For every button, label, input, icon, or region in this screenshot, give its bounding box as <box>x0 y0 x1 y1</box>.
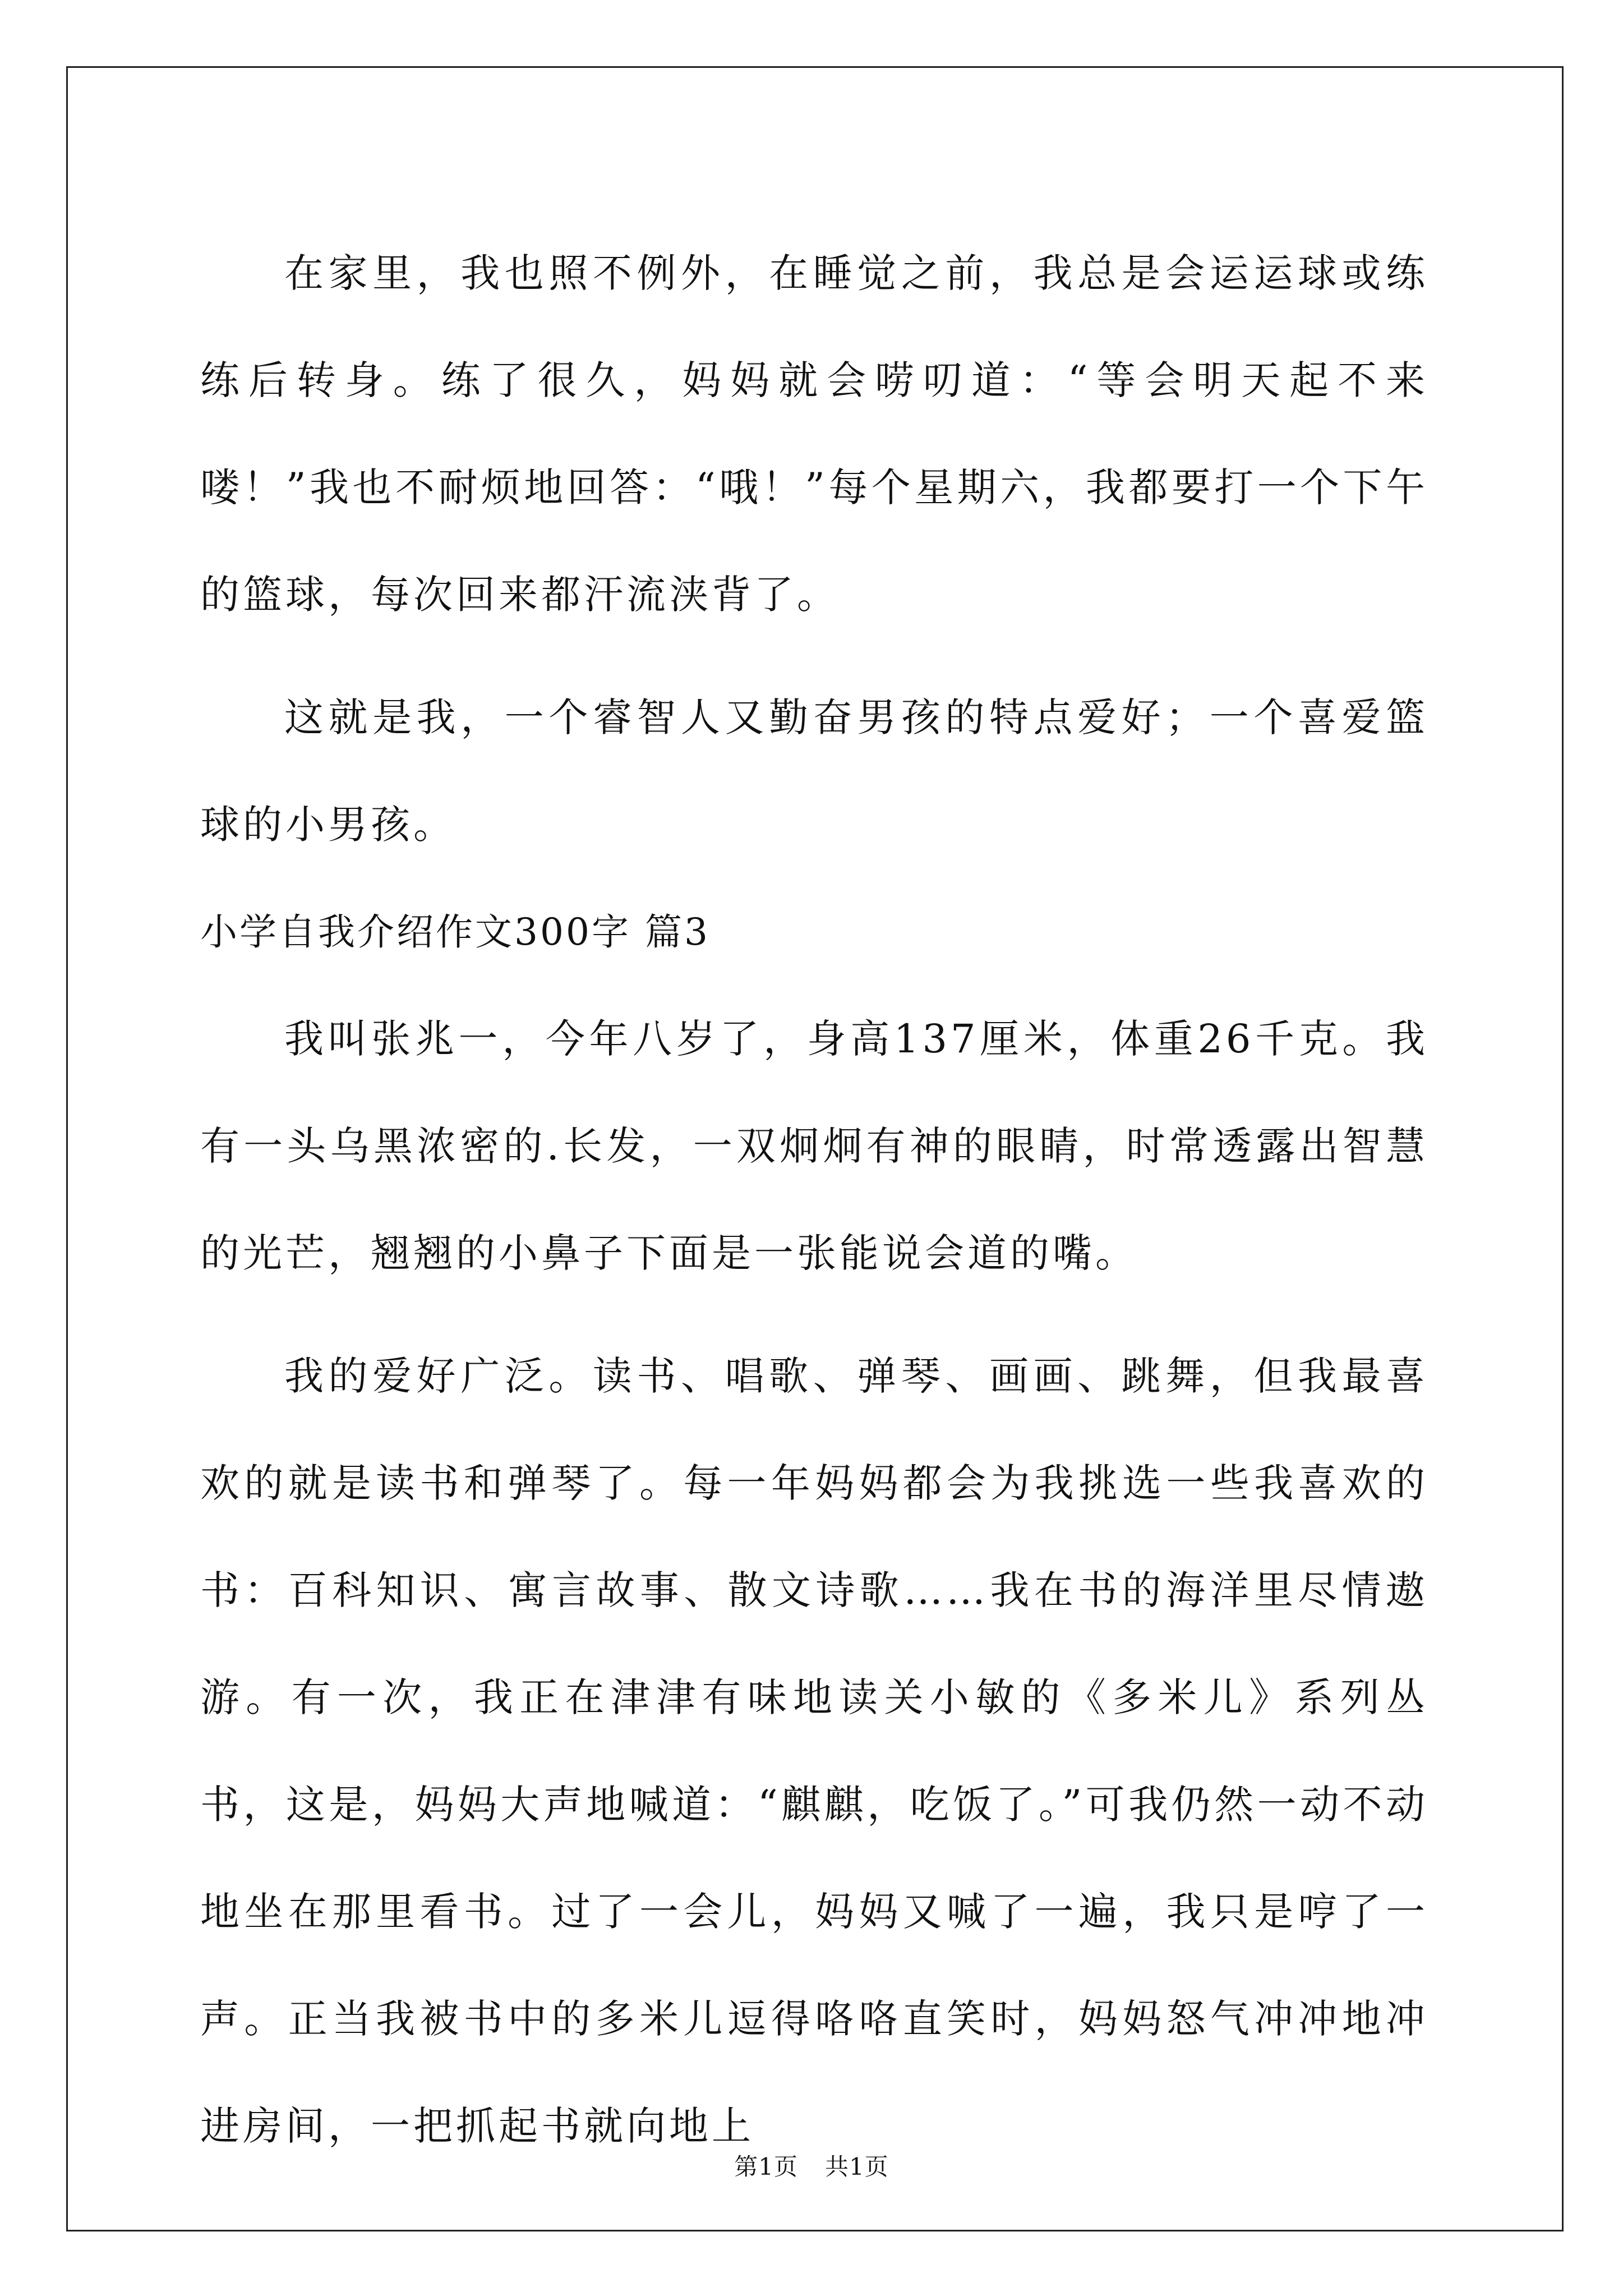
paragraph: 在家里，我也照不例外，在睡觉之前，我总是会运运球或练练后转身。练了很久，妈妈就会唠叨道：“等会明天起不来喽！”我也不耐烦地回答：“哦！”每个星期六，我都要打一个下午的篮球，每次回来都汗流浃背了。 <box>200 250 1428 618</box>
page-footer <box>0 2148 1623 2182</box>
page-total: 共1页 <box>825 2153 889 2180</box>
page-number: 第1页 <box>734 2153 798 2180</box>
section-heading: 小学自我介绍作文300字 篇3 <box>200 910 710 954</box>
paragraph: 这就是我，一个睿智人又勤奋男孩的特点爱好；一个喜爱篮球的小男孩。 <box>200 694 1428 848</box>
document-body <box>200 220 1428 2180</box>
paragraph: 我的爱好广泛。读书、唱歌、弹琴、画画、跳舞，但我最喜欢的就是读书和弹琴了。每一年妈妈都会为我挑选一些我喜欢的书：百科知识、寓言故事、散文诗歌……我在书的海洋里尽情遨游。有一次，我正在津津有味地读关小敏的《多米儿》系列丛书，这是，妈妈大声地喊道：“麒麒，吃饭了。”可我仍然一动不动地坐在那里看书。过了一会儿，妈妈又喊了一遍，我只是哼了一声。正当我被书中的多米儿逗得咯咯直笑时，妈妈怒气冲冲地冲进房间，一把抓起书就向地上 <box>200 1353 1428 2149</box>
paragraph: 我叫张兆一，今年八岁了，身高137厘米，体重26千克。我有一头乌黑浓密的.长发，一双炯炯有神的眼睛，时常透露出智慧的光芒，翘翘的小鼻子下面是一张能说会道的嘴。 <box>200 1016 1428 1276</box>
